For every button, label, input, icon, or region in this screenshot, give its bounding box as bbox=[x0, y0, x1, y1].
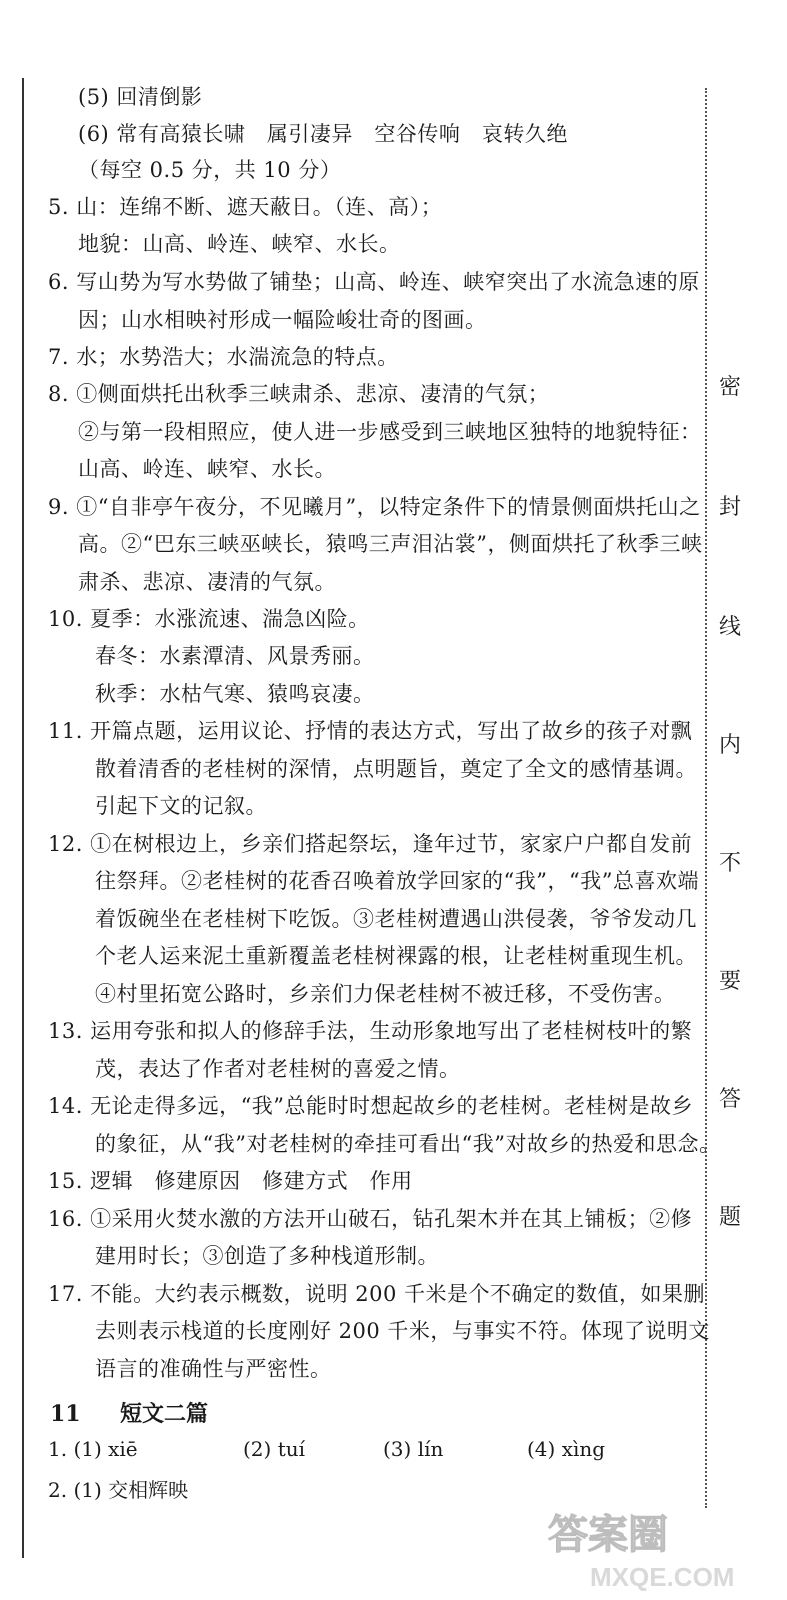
site-watermark-logo bbox=[540, 1502, 780, 1592]
seal-char: 要 bbox=[718, 969, 741, 994]
answer-line: 的象征，从“我”对老桂树的牵挂可看出“我”对故乡的热爱和思念。 bbox=[95, 1132, 721, 1156]
answer-line: ④村里拓宽公路时，乡亲们力保老桂树不被迁移，不受伤害。 bbox=[95, 982, 676, 1006]
answer-line: 8. ①侧面烘托出秋季三峡肃杀、悲凉、凄清的气氛； bbox=[48, 382, 550, 406]
seal-char: 线 bbox=[718, 615, 741, 640]
watermark-graphic bbox=[540, 1502, 780, 1592]
q1-option-3: (3) lín bbox=[383, 1437, 444, 1461]
seal-char: 题 bbox=[718, 1205, 741, 1230]
answer-line: 6. 写山势为写水势做了铺垫；山高、岭连、峡窄突出了水流急速的原 bbox=[48, 270, 700, 294]
q1-option-1: 1. (1) xiē bbox=[48, 1437, 138, 1461]
seal-char: 不 bbox=[718, 851, 741, 876]
q1-option-4: (4) xìng bbox=[527, 1437, 606, 1461]
answer-line: 散着清香的老桂树的深情，点明题旨，奠定了全文的感情基调。 bbox=[95, 757, 697, 781]
answer-line: 山高、岭连、峡窄、水长。 bbox=[78, 457, 336, 481]
answer-line: ②与第一段相照应，使人进一步感受到三峡地区独特的地貌特征： bbox=[78, 420, 702, 444]
answer-line: 语言的准确性与严密性。 bbox=[95, 1357, 332, 1381]
answer-line: 个老人运来泥土重新覆盖老桂树裸露的根，让老桂树重现生机。 bbox=[95, 944, 697, 968]
answer-line: 15. 逻辑 修建原因 修建方式 作用 bbox=[48, 1169, 413, 1193]
section-number: 11 bbox=[50, 1401, 81, 1427]
answer-line: 12. ①在树根边上，乡亲们搭起祭坛，逢年过节，家家户户都自发前 bbox=[48, 832, 693, 856]
seal-char: 密 bbox=[718, 375, 741, 400]
answer-line: 9. ①“自非亭午夜分，不见曦月”，以特定条件下的情景侧面烘托山之 bbox=[48, 495, 701, 519]
q2-answer: 2. (1) 交相辉映 bbox=[48, 1478, 189, 1502]
watermark-top-text: 答案圈 bbox=[548, 1513, 668, 1557]
section-heading bbox=[50, 1397, 208, 1428]
answer-line: 着饭碗坐在老桂树下吃饭。③老桂树遭遇山洪侵袭，爷爷发动几 bbox=[95, 907, 697, 931]
answer-line: 肃杀、悲凉、凄清的气氛。 bbox=[78, 570, 336, 594]
answer-line: 高。②“巴东三峡巫峡长，猿鸣三声泪沾裳”，侧面烘托了秋季三峡 bbox=[78, 532, 703, 556]
answer-line: 因；山水相映衬形成一幅险峻壮奇的图画。 bbox=[78, 308, 487, 332]
answer-line: 10. 夏季：水涨流速、湍急凶险。 bbox=[48, 607, 370, 631]
answer-line: 5. 山：连绵不断、遮天蔽日。（连、高）； bbox=[48, 195, 443, 219]
section-title: 短文二篇 bbox=[119, 1401, 208, 1427]
answer-line: 11. 开篇点题，运用议论、抒情的表达方式，写出了故乡的孩子对飘 bbox=[48, 719, 693, 743]
answer-line: 春冬：水素潭清、风景秀丽。 bbox=[95, 644, 375, 668]
answer-line: 14. 无论走得多远，“我”总能时时想起故乡的老桂树。老桂树是故乡 bbox=[48, 1094, 694, 1118]
seal-char: 答 bbox=[718, 1087, 741, 1112]
answer-line: 建用时长；③创造了多种栈道形制。 bbox=[95, 1244, 439, 1268]
answer-line: (6) 常有高猿长啸 属引凄异 空谷传响 哀转久绝 bbox=[78, 122, 568, 146]
seal-char: 封 bbox=[718, 495, 741, 520]
answer-line: 去则表示栈道的长度刚好 200 千米，与事实不符。体现了说明文 bbox=[95, 1319, 710, 1343]
answer-line: （每空 0.5 分，共 10 分） bbox=[78, 158, 342, 182]
answer-line: 7. 水；水势浩大；水湍流急的特点。 bbox=[48, 345, 399, 369]
answer-line: 引起下文的记叙。 bbox=[95, 794, 267, 818]
answer-line: 秋季：水枯气寒、猿鸣哀凄。 bbox=[95, 682, 375, 706]
q1-option-2: (2) tuí bbox=[243, 1437, 306, 1461]
answer-line: 茂，表达了作者对老桂树的喜爱之情。 bbox=[95, 1057, 461, 1081]
seal-char: 内 bbox=[718, 733, 741, 758]
answer-line: 往祭拜。②老桂树的花香召唤着放学回家的“我”，“我”总喜欢端 bbox=[95, 869, 699, 893]
answer-line: 16. ①采用火焚水激的方法开山破石，钻孔架木并在其上铺板；②修 bbox=[48, 1207, 693, 1231]
answer-line: 17. 不能。大约表示概数，说明 200 千米是个不确定的数值，如果删 bbox=[48, 1282, 706, 1306]
answer-line: (5) 回清倒影 bbox=[78, 85, 203, 109]
watermark-bottom-text: MXQE.COM bbox=[590, 1562, 735, 1592]
answer-line: 地貌：山高、岭连、峡窄、水长。 bbox=[78, 232, 401, 256]
seal-dotted-line bbox=[705, 88, 707, 1508]
answer-line: 13. 运用夸张和拟人的修辞手法，生动形象地写出了老桂树枝叶的繁 bbox=[48, 1019, 693, 1043]
